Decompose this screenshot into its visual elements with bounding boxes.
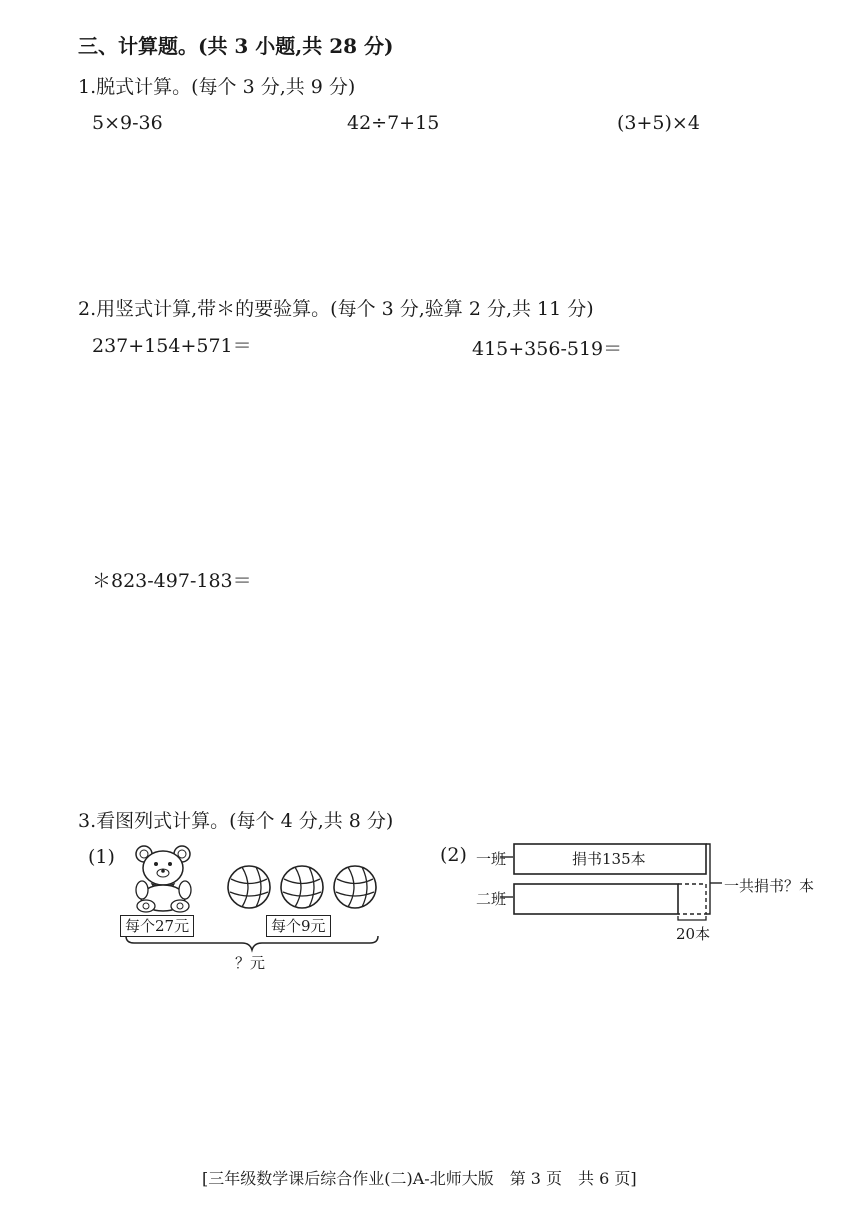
q3-part2-label: (2) (440, 844, 467, 866)
total-question: ？元 (235, 954, 266, 972)
row1-label: 一班 (476, 850, 507, 868)
q2-heading: 2.用竖式计算,带＊的要验算。(每个 3 分,验算 2 分,共 11 分) (78, 298, 594, 320)
diff-label: 20本 (676, 925, 711, 943)
bear-price-box: 每个27元 (120, 915, 194, 937)
ball-icon (226, 864, 272, 910)
ball-icon (332, 864, 378, 910)
total-label: 一共捐书？本 (724, 877, 815, 895)
page-footer: [三年级数学课后综合作业(二)A-北师大版 第 3 页 共 6 页] (202, 1169, 637, 1188)
q3-part1-label: (1) (88, 846, 115, 868)
q2-expression-3: ＊823-497-183＝ (92, 570, 252, 592)
row2-bar (514, 884, 678, 914)
q1-heading: 1.脱式计算。(每个 3 分,共 9 分) (78, 76, 356, 98)
q1-expression-3: (3+5)×4 (617, 112, 700, 134)
ball-price-box: 每个9元 (266, 915, 331, 937)
row1-bar-text: 捐书135本 (572, 850, 646, 868)
ball-icon (279, 864, 325, 910)
teddy-bear-image (130, 842, 200, 914)
q3-heading: 3.看图列式计算。(每个 4 分,共 8 分) (78, 810, 394, 832)
row2-label: 二班 (476, 890, 507, 908)
q1-expression-1: 5×9-36 (92, 112, 163, 134)
section-title: 三、计算题。(共 3 小题,共 28 分) (78, 34, 394, 58)
total-brace (124, 934, 380, 954)
q1-expression-2: 42÷7+15 (347, 112, 440, 134)
q2-expression-2: 415+356-519＝ (472, 338, 623, 360)
diff-bracket (678, 916, 706, 920)
row2-dashed-extension (678, 884, 706, 914)
q2-expression-1: 237+154+571＝ (92, 335, 252, 357)
